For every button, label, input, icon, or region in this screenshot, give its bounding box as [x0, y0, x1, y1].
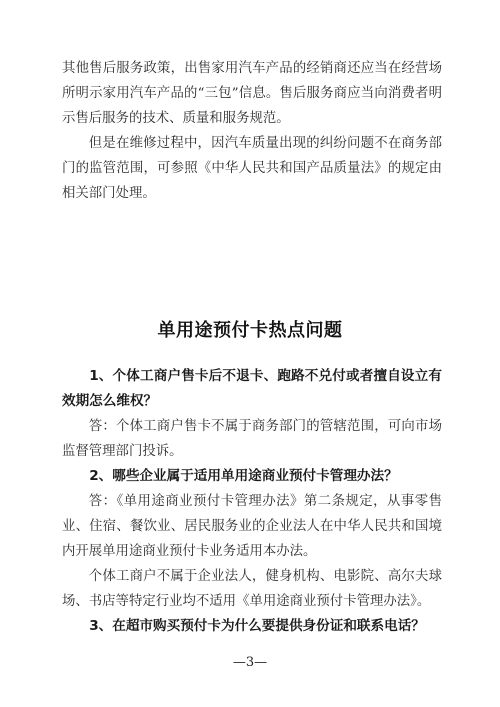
- question-2: 2、哪些企业属于适用单用途商业预付卡管理办法？: [89, 468, 398, 484]
- question-3: 3、在超市购买预付卡为什么要提供身份证和联系电话？: [89, 618, 425, 634]
- answer-2-continued: 个体工商户不属于企业法人，健身机构、电影院、高尔夫球场、书店等特定行业均不适用《单用途商业预付卡管理办法》。: [62, 569, 442, 609]
- answer-2: 答：《单用途商业预付卡管理办法》第二条规定，从事零售业、住宿、餐饮业、居民服务业的企业法人在中华人民共和国境内开展单用途商业预付卡业务适用本办法。: [62, 494, 442, 559]
- page-number: —3—: [232, 655, 268, 670]
- body-paragraph-2: 但是在维修过程中，因汽车质量出现的纠纷问题不在商务部门的监管范围，可参照《中华人民共和国产品质量法》的规定由相关部门处理。: [62, 136, 442, 201]
- question-1: 1、个体工商户售卡后不退卡、跑路不兑付或者擅自设立有效期怎么维权？: [62, 368, 442, 409]
- body-paragraph-1: 其他售后服务政策，出售家用汽车产品的经销商还应当在经营场所明示家用汽车产品的“三包”信息。售后服务商应当向消费者明示售后服务的技术、质量和服务规范。: [62, 61, 442, 126]
- answer-1: 答：个体工商户售卡不属于商务部门的管辖范围，可向市场监督管理部门投诉。: [62, 419, 442, 459]
- section-title: 单用途预付卡热点问题: [157, 320, 343, 341]
